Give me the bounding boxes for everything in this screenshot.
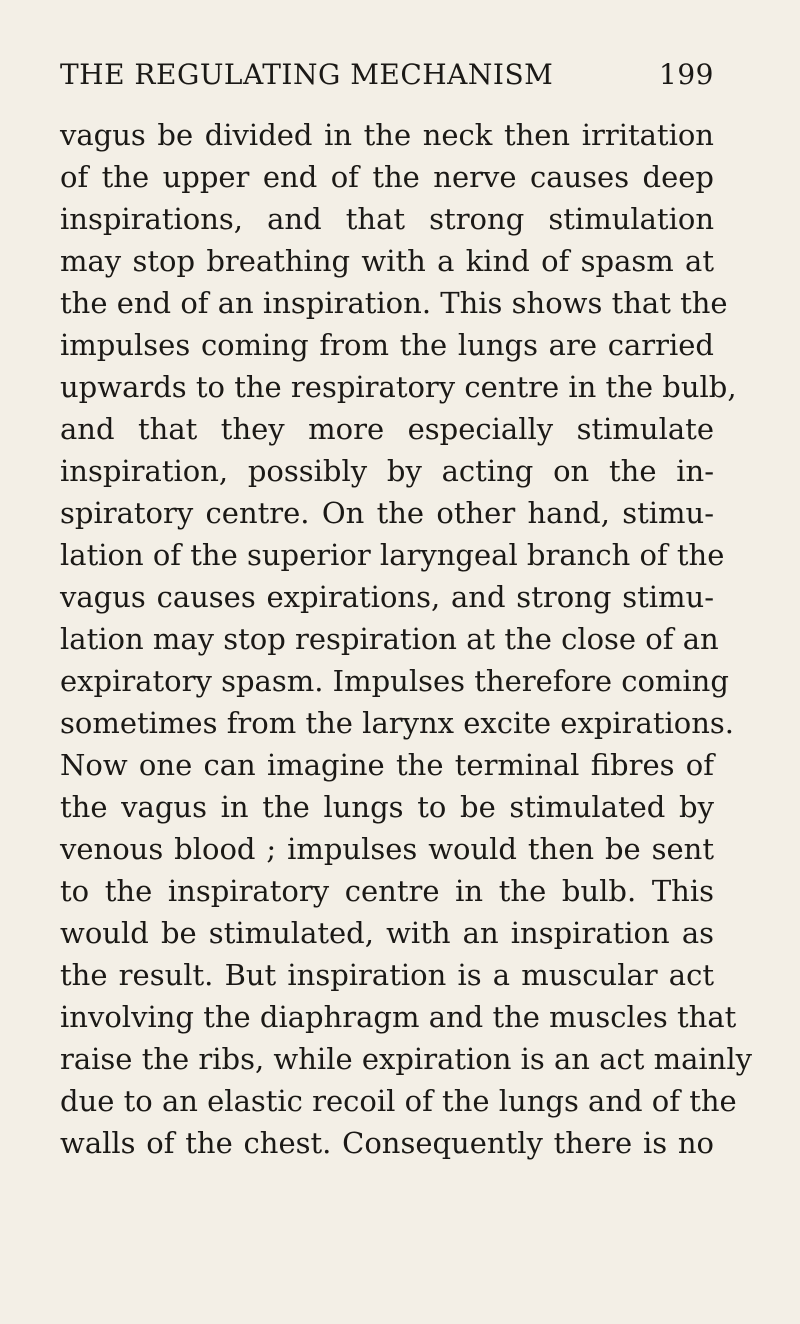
text-line: vagus be divided in the neck then irritation: [60, 118, 714, 152]
body-text: [60, 114, 753, 1164]
page-number: 199: [659, 58, 714, 91]
text-line: the result. But inspiration is a muscular act: [60, 958, 714, 992]
text-line: may stop breathing with a kind of spasm at: [60, 244, 714, 278]
running-head: [60, 58, 714, 96]
text-line: sometimes from the larynx excite expirations.: [60, 706, 734, 740]
text-line: inspiration, possibly by acting on the in-: [60, 454, 714, 488]
text-line: impulses coming from the lungs are carried: [60, 328, 714, 362]
text-line: to the inspiratory centre in the bulb. This: [60, 874, 714, 908]
text-line: lation may stop respiration at the close of an: [60, 622, 719, 656]
text-line: Now one can imagine the terminal fibres of: [60, 748, 714, 782]
text-line: raise the ribs, while expiration is an act mainly: [60, 1042, 753, 1076]
text-line: inspirations, and that strong stimulation: [60, 202, 714, 236]
text-line: lation of the superior laryngeal branch of the: [60, 538, 725, 572]
text-line: of the upper end of the nerve causes deep: [60, 160, 714, 194]
text-line: upwards to the respiratory centre in the bulb,: [60, 370, 737, 404]
text-line: involving the diaphragm and the muscles that: [60, 1000, 737, 1034]
text-line: expiratory spasm. Impulses therefore coming: [60, 664, 729, 698]
text-line: the end of an inspiration. This shows that the: [60, 286, 728, 320]
text-line: vagus causes expirations, and strong stimu-: [60, 580, 714, 614]
text-line: walls of the chest. Consequently there is no: [60, 1126, 714, 1160]
text-line: due to an elastic recoil of the lungs and of the: [60, 1084, 737, 1118]
text-line: the vagus in the lungs to be stimulated by: [60, 790, 714, 824]
text-line: spiratory centre. On the other hand, stimu-: [60, 496, 714, 530]
text-line: and that they more especially stimulate: [60, 412, 714, 446]
text-line: venous blood ; impulses would then be sent: [60, 832, 714, 866]
running-title: THE REGULATING MECHANISM: [60, 58, 554, 91]
text-line: would be stimulated, with an inspiration as: [60, 916, 714, 950]
